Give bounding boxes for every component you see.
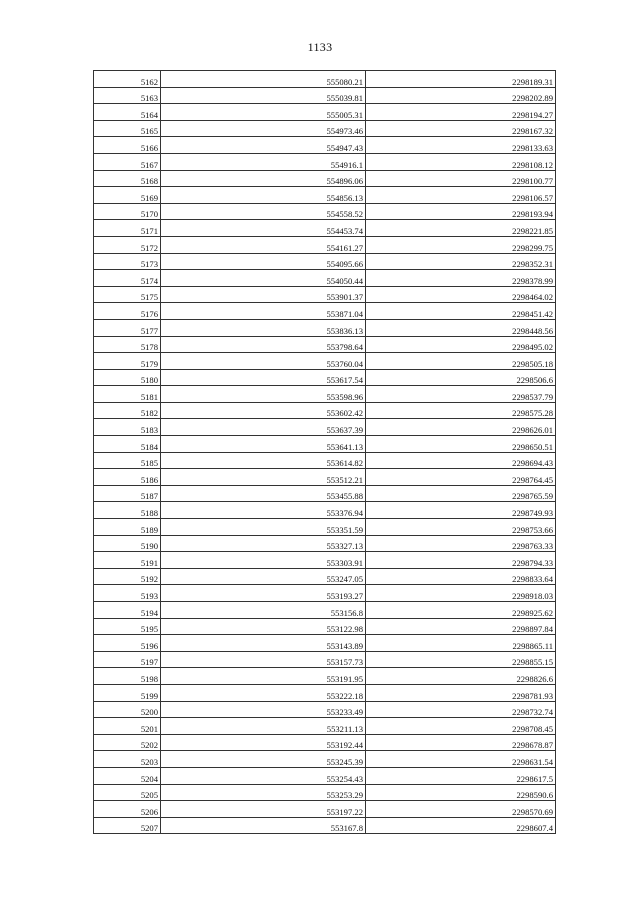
y-coordinate-cell: 2298650.51 [366, 436, 556, 453]
table-row [94, 137, 556, 154]
point-number-cell: 5170 [94, 203, 161, 220]
table-row [94, 353, 556, 370]
point-number-cell: 5166 [94, 137, 161, 154]
point-number-cell: 5186 [94, 469, 161, 486]
x-coordinate-cell: 554896.06 [161, 170, 366, 187]
table-row [94, 718, 556, 735]
table-row [94, 369, 556, 386]
x-coordinate-cell: 553602.42 [161, 402, 366, 419]
table-row [94, 220, 556, 237]
x-coordinate-cell: 553233.49 [161, 701, 366, 718]
y-coordinate-cell: 2298925.62 [366, 602, 556, 619]
y-coordinate-cell: 2298352.31 [366, 253, 556, 270]
point-number-cell: 5175 [94, 286, 161, 303]
table-row [94, 236, 556, 253]
point-number-cell: 5167 [94, 153, 161, 170]
point-number-cell: 5201 [94, 718, 161, 735]
point-number-cell: 5177 [94, 319, 161, 336]
table-row [94, 203, 556, 220]
point-number-cell: 5207 [94, 817, 161, 834]
x-coordinate-cell: 555080.21 [161, 71, 366, 88]
coordinates-table [93, 70, 556, 834]
point-number-cell: 5203 [94, 751, 161, 768]
x-coordinate-cell: 553156.8 [161, 602, 366, 619]
y-coordinate-cell: 2298732.74 [366, 701, 556, 718]
point-number-cell: 5181 [94, 386, 161, 403]
table-row [94, 402, 556, 419]
x-coordinate-cell: 553376.94 [161, 502, 366, 519]
y-coordinate-cell: 2298194.27 [366, 104, 556, 121]
x-coordinate-cell: 554947.43 [161, 137, 366, 154]
x-coordinate-cell: 553512.21 [161, 469, 366, 486]
y-coordinate-cell: 2298607.4 [366, 817, 556, 834]
point-number-cell: 5171 [94, 220, 161, 237]
y-coordinate-cell: 2298167.32 [366, 120, 556, 137]
x-coordinate-cell: 553253.29 [161, 784, 366, 801]
y-coordinate-cell: 2298765.59 [366, 485, 556, 502]
x-coordinate-cell: 554095.66 [161, 253, 366, 270]
y-coordinate-cell: 2298575.28 [366, 402, 556, 419]
x-coordinate-cell: 553167.8 [161, 817, 366, 834]
point-number-cell: 5189 [94, 519, 161, 536]
x-coordinate-cell: 554050.44 [161, 270, 366, 287]
x-coordinate-cell: 553254.43 [161, 767, 366, 784]
y-coordinate-cell: 2298763.33 [366, 535, 556, 552]
x-coordinate-cell: 554558.52 [161, 203, 366, 220]
y-coordinate-cell: 2298764.45 [366, 469, 556, 486]
point-number-cell: 5197 [94, 651, 161, 668]
y-coordinate-cell: 2298464.02 [366, 286, 556, 303]
point-number-cell: 5174 [94, 270, 161, 287]
table-row [94, 386, 556, 403]
y-coordinate-cell: 2298826.6 [366, 668, 556, 685]
x-coordinate-cell: 553901.37 [161, 286, 366, 303]
point-number-cell: 5165 [94, 120, 161, 137]
x-coordinate-cell: 553192.44 [161, 734, 366, 751]
point-number-cell: 5164 [94, 104, 161, 121]
y-coordinate-cell: 2298617.5 [366, 767, 556, 784]
table-row [94, 436, 556, 453]
y-coordinate-cell: 2298678.87 [366, 734, 556, 751]
y-coordinate-cell: 2298749.93 [366, 502, 556, 519]
point-number-cell: 5194 [94, 602, 161, 619]
point-number-cell: 5185 [94, 452, 161, 469]
table-row [94, 602, 556, 619]
x-coordinate-cell: 553641.13 [161, 436, 366, 453]
point-number-cell: 5198 [94, 668, 161, 685]
y-coordinate-cell: 2298794.33 [366, 552, 556, 569]
table-row [94, 519, 556, 536]
y-coordinate-cell: 2298897.84 [366, 618, 556, 635]
y-coordinate-cell: 2298100.77 [366, 170, 556, 187]
y-coordinate-cell: 2298193.94 [366, 203, 556, 220]
y-coordinate-cell: 2298221.85 [366, 220, 556, 237]
y-coordinate-cell: 2298506.6 [366, 369, 556, 386]
x-coordinate-cell: 554973.46 [161, 120, 366, 137]
table-row [94, 71, 556, 88]
x-coordinate-cell: 553122.98 [161, 618, 366, 635]
x-coordinate-cell: 553245.39 [161, 751, 366, 768]
point-number-cell: 5193 [94, 585, 161, 602]
table-row [94, 253, 556, 270]
y-coordinate-cell: 2298299.75 [366, 236, 556, 253]
x-coordinate-cell: 553211.13 [161, 718, 366, 735]
point-number-cell: 5180 [94, 369, 161, 386]
x-coordinate-cell: 553193.27 [161, 585, 366, 602]
point-number-cell: 5172 [94, 236, 161, 253]
x-coordinate-cell: 553191.95 [161, 668, 366, 685]
y-coordinate-cell: 2298108.12 [366, 153, 556, 170]
y-coordinate-cell: 2298451.42 [366, 303, 556, 320]
y-coordinate-cell: 2298590.6 [366, 784, 556, 801]
x-coordinate-cell: 554856.13 [161, 187, 366, 204]
point-number-cell: 5206 [94, 801, 161, 818]
y-coordinate-cell: 2298855.15 [366, 651, 556, 668]
x-coordinate-cell: 553247.05 [161, 568, 366, 585]
x-coordinate-cell: 553637.39 [161, 419, 366, 436]
x-coordinate-cell: 553303.91 [161, 552, 366, 569]
table-row [94, 286, 556, 303]
table-row [94, 552, 556, 569]
table-row [94, 817, 556, 834]
table-row [94, 651, 556, 668]
table-row [94, 767, 556, 784]
point-number-cell: 5163 [94, 87, 161, 104]
coordinates-table-body [94, 71, 556, 834]
table-row [94, 568, 556, 585]
x-coordinate-cell: 553455.88 [161, 485, 366, 502]
y-coordinate-cell: 2298495.02 [366, 336, 556, 353]
table-row [94, 585, 556, 602]
point-number-cell: 5191 [94, 552, 161, 569]
point-number-cell: 5169 [94, 187, 161, 204]
y-coordinate-cell: 2298631.54 [366, 751, 556, 768]
y-coordinate-cell: 2298626.01 [366, 419, 556, 436]
table-row [94, 120, 556, 137]
y-coordinate-cell: 2298448.56 [366, 319, 556, 336]
table-row [94, 336, 556, 353]
table-row [94, 668, 556, 685]
point-number-cell: 5162 [94, 71, 161, 88]
point-number-cell: 5179 [94, 353, 161, 370]
table-row [94, 485, 556, 502]
y-coordinate-cell: 2298378.99 [366, 270, 556, 287]
point-number-cell: 5204 [94, 767, 161, 784]
table-row [94, 452, 556, 469]
point-number-cell: 5176 [94, 303, 161, 320]
x-coordinate-cell: 555039.81 [161, 87, 366, 104]
table-row [94, 734, 556, 751]
x-coordinate-cell: 553617.54 [161, 369, 366, 386]
point-number-cell: 5199 [94, 684, 161, 701]
y-coordinate-cell: 2298833.64 [366, 568, 556, 585]
point-number-cell: 5188 [94, 502, 161, 519]
x-coordinate-cell: 553222.18 [161, 684, 366, 701]
y-coordinate-cell: 2298694.43 [366, 452, 556, 469]
x-coordinate-cell: 553143.89 [161, 635, 366, 652]
table-row [94, 87, 556, 104]
x-coordinate-cell: 553327.13 [161, 535, 366, 552]
table-row [94, 502, 556, 519]
table-row [94, 319, 556, 336]
table-row [94, 784, 556, 801]
x-coordinate-cell: 555005.31 [161, 104, 366, 121]
y-coordinate-cell: 2298202.89 [366, 87, 556, 104]
table-row [94, 684, 556, 701]
point-number-cell: 5183 [94, 419, 161, 436]
x-coordinate-cell: 554916.1 [161, 153, 366, 170]
point-number-cell: 5184 [94, 436, 161, 453]
point-number-cell: 5205 [94, 784, 161, 801]
point-number-cell: 5182 [94, 402, 161, 419]
y-coordinate-cell: 2298781.93 [366, 684, 556, 701]
point-number-cell: 5196 [94, 635, 161, 652]
x-coordinate-cell: 553197.22 [161, 801, 366, 818]
page-number: 1133 [307, 40, 333, 54]
table-row [94, 751, 556, 768]
point-number-cell: 5192 [94, 568, 161, 585]
table-row [94, 419, 556, 436]
table-row [94, 170, 556, 187]
x-coordinate-cell: 553614.82 [161, 452, 366, 469]
point-number-cell: 5187 [94, 485, 161, 502]
x-coordinate-cell: 553798.64 [161, 336, 366, 353]
x-coordinate-cell: 553836.13 [161, 319, 366, 336]
x-coordinate-cell: 553871.04 [161, 303, 366, 320]
table-row [94, 701, 556, 718]
point-number-cell: 5195 [94, 618, 161, 635]
y-coordinate-cell: 2298133.63 [366, 137, 556, 154]
point-number-cell: 5202 [94, 734, 161, 751]
y-coordinate-cell: 2298106.57 [366, 187, 556, 204]
x-coordinate-cell: 553760.04 [161, 353, 366, 370]
table-row [94, 469, 556, 486]
x-coordinate-cell: 553157.73 [161, 651, 366, 668]
y-coordinate-cell: 2298753.66 [366, 519, 556, 536]
y-coordinate-cell: 2298505.18 [366, 353, 556, 370]
point-number-cell: 5178 [94, 336, 161, 353]
table-row [94, 104, 556, 121]
table-row [94, 187, 556, 204]
point-number-cell: 5168 [94, 170, 161, 187]
y-coordinate-cell: 2298189.31 [366, 71, 556, 88]
table-row [94, 153, 556, 170]
y-coordinate-cell: 2298570.69 [366, 801, 556, 818]
y-coordinate-cell: 2298708.45 [366, 718, 556, 735]
point-number-cell: 5173 [94, 253, 161, 270]
table-row [94, 270, 556, 287]
y-coordinate-cell: 2298865.11 [366, 635, 556, 652]
x-coordinate-cell: 554453.74 [161, 220, 366, 237]
table-row [94, 801, 556, 818]
x-coordinate-cell: 554161.27 [161, 236, 366, 253]
x-coordinate-cell: 553351.59 [161, 519, 366, 536]
y-coordinate-cell: 2298537.79 [366, 386, 556, 403]
x-coordinate-cell: 553598.96 [161, 386, 366, 403]
table-row [94, 618, 556, 635]
point-number-cell: 5200 [94, 701, 161, 718]
table-row [94, 535, 556, 552]
point-number-cell: 5190 [94, 535, 161, 552]
table-row [94, 303, 556, 320]
y-coordinate-cell: 2298918.03 [366, 585, 556, 602]
table-row [94, 635, 556, 652]
